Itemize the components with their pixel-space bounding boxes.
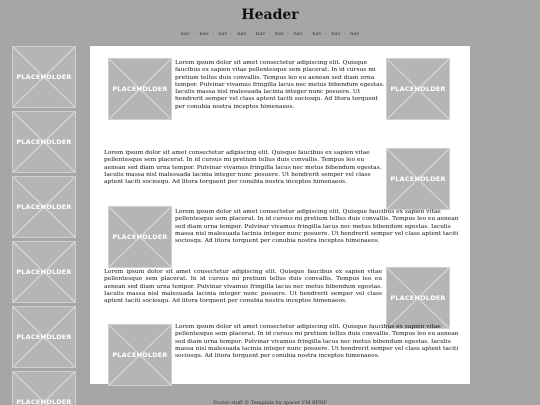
nav-link[interactable]: nav: [312, 31, 322, 37]
content-placeholder-image: [386, 148, 450, 210]
main-content: [90, 46, 470, 384]
nav-link[interactable]: nav: [350, 31, 360, 37]
sidebar-placeholder-image: [12, 46, 76, 108]
placeholder-label: PLACEHOLDER: [16, 398, 72, 405]
sidebar-placeholder-image: [12, 306, 76, 368]
placeholder-label: PLACEHOLDER: [112, 233, 168, 241]
content-placeholder-image: [386, 267, 450, 329]
nav-link[interactable]: nav: [331, 31, 341, 37]
content-paragraph: Lorem ipsum dolor sit amet consectetur adipiscing elit. Quisque faucibus ex sapien vitae pellentesque sem placerat. In id cursus mi pretium tellus duis convallis. Tempus leo eu aenean sed diam urna tempor. Pulvinar vivamus fringilla lacus nec metus bibendum egestas. Iaculis massa nisl malesuada lacinia integer nunc posuere. Ut hendrerit semper vel class aptent taciti sociosqu. Ad litora torquent per conubia nostra inceptos himenaeos.: [104, 150, 382, 186]
placeholder-label: PLACEHOLDER: [390, 85, 446, 93]
nav-link[interactable]: nav: [218, 31, 228, 37]
sidebar-placeholder-image: [12, 111, 76, 173]
placeholder-label: PLACEHOLDER: [16, 73, 72, 81]
content-placeholder-image: [386, 58, 450, 120]
page-header: Header: [241, 7, 299, 23]
content-placeholder-image: [108, 58, 172, 120]
nav-link[interactable]: nav: [274, 31, 285, 37]
nav-link[interactable]: nav: [180, 31, 190, 37]
content-placeholder-image: [108, 324, 172, 386]
nav-link[interactable]: nav: [293, 31, 303, 37]
content-paragraph: Lorem ipsum dolor sit amet consectetur adipiscing elit. Quisque faucibus ex sapien vitae pellentesque sem placerat. In id cursus mi pretium tellus duis convallis. Tempus leo eu aenean sed diam urna tempor. Pulvinar vivamus fringilla lacus nec metus bibendum egestas. Iaculis massa nisl malesuada lacinia integer nunc posuere. Ut hendrerit semper vel class aptent taciti sociosqu. Ad litora torquent per conubia nostra inceptos himenaeos.: [175, 60, 385, 110]
content-paragraph: Lorem ipsum dolor sit amet consectetur adipiscing elit. Quisque faucibus ex sapien vitae pellentesque sem placerat. In id cursus mi pretium tellus duis convallis. Tempus leo eu aenean sed diam urna tempor. Pulvinar vivamus fringilla lacus nec metus bibendum egestas. Iaculis massa nisl malesuada lacinia integer nunc posuere. Ut hendrerit semper vel class aptent taciti sociosqu. Ad litora torquent per conubia nostra inceptos himenaeos.: [175, 324, 459, 360]
placeholder-label: PLACEHOLDER: [112, 351, 168, 359]
placeholder-label: PLACEHOLDER: [16, 138, 72, 146]
page-footer: Footer stuff © Template by spacer FM BPNF: [213, 400, 327, 405]
placeholder-label: PLACEHOLDER: [16, 203, 72, 211]
placeholder-label: PLACEHOLDER: [112, 85, 168, 93]
content-paragraph: Lorem ipsum dolor sit amet consectetur adipiscing elit. Quisque faucibus ex sapien vitae pellentesque sem placerat. In id cursus mi pretium tellus duis convallis. Tempus leo eu aenean sed diam urna tempor. Pulvinar vivamus fringilla lacus nec metus bibendum egestas. Iaculis massa nisl malesuada lacinia integer nunc posuere. Ut hendrerit semper vel class aptent taciti sociosqu. Ad litora torquent per conubia nostra inceptos himenaeos.: [175, 209, 459, 245]
sidebar: [12, 46, 76, 405]
content-placeholder-image: [108, 206, 172, 268]
placeholder-label: PLACEHOLDER: [16, 333, 72, 341]
nav-link[interactable]: nav: [255, 31, 266, 37]
placeholder-label: PLACEHOLDER: [390, 175, 446, 183]
sidebar-placeholder-image: [12, 241, 76, 303]
sidebar-placeholder-image: [12, 176, 76, 238]
placeholder-label: PLACEHOLDER: [390, 294, 446, 302]
nav-link[interactable]: nav: [237, 31, 247, 37]
nav-link[interactable]: nav: [199, 31, 209, 37]
placeholder-label: PLACEHOLDER: [16, 268, 72, 276]
content-paragraph: Lorem ipsum dolor sit amet consectetur adipiscing elit. Quisque faucibus ex sapien vitae pellentesque sem placerat. In id cursus mi pretium tellus duis convallis. Tempus leo eu aenean sed diam urna tempor. Pulvinar vivamus fringilla lacus nec metus bibendum egestas. Iaculis massa nisl malesuada lacinia integer nunc posuere. Ut hendrerit semper vel class aptent taciti sociosqu. Ad litora torquent per conubia nostra inceptos himenaeos.: [104, 269, 382, 305]
top-nav: nav - nav - nav - nav - nav - nav - nav - nav - nav - nav: [180, 31, 360, 37]
